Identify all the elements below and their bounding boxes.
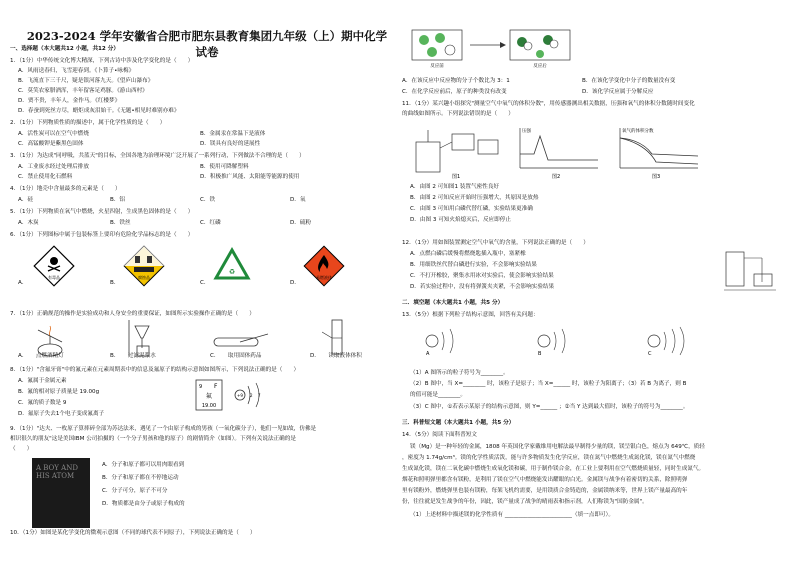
fig1-label: 图1 xyxy=(452,174,461,180)
question-3: 3．（1分）为达成"同呼吸，共蓝天"的目标，全国各地为治理环境广泛开展了一系列行动，下列做法不合理的是（ ） xyxy=(10,153,305,159)
question-9-cont: 相识很久的朋友"这是美国IBM 公司拍摄的（一个分子男孩和他的原子）的剧情简介（如图）。下列有关说法正确的是 xyxy=(10,436,296,442)
question-9-end: （ ） xyxy=(10,446,33,452)
q12-option-b: B．用细铁丝代替白磷进行实验，不会影响实验结果 xyxy=(410,262,537,268)
q8-option-b: B．氟的相对原子质量是 19.00g xyxy=(18,389,100,395)
fig-before-label: 反应前 xyxy=(430,64,444,68)
q11-option-a: A．由图 2 可知图1 装置气密性良好 xyxy=(410,184,499,190)
q3-option-c: C．禁止使用化石燃料 xyxy=(18,174,73,180)
q3-option-a: A．工业废水经过处理后排放 xyxy=(18,164,89,170)
passage-line-2: ，密度为 1.74g/cm³。镁的化学性质活泼，能与许多物质发生化学反应，镁在氮气中燃烧生成氮化镁，镁在氮气中燃烧 xyxy=(402,455,696,461)
particle-b-figure xyxy=(532,326,592,356)
q4-option-a: A．硅 xyxy=(18,197,34,203)
fig-after-label: 反应后 xyxy=(533,64,547,68)
question-11: 11．（1分）某兴趣小组探究"测量空气中氧气的体积分数"，用传感器测出相关数据，压强和氧气的体积分数随时间变化 xyxy=(402,101,695,107)
q5-option-d: D．硫粉 xyxy=(290,220,312,226)
q2-option-c: C．高锰酸钾是紫黑色固体 xyxy=(18,141,84,147)
q1-option-d: D．贾不贵，丰年人，金作马。《红楼梦》 xyxy=(18,98,121,104)
q9-option-a: A．分子和原子都可以用肉眼看到 xyxy=(102,462,185,468)
f-symbol: F xyxy=(214,383,218,390)
f-mass: 19.00 xyxy=(201,403,217,409)
f-name: 氟 xyxy=(205,393,213,400)
label-a: A xyxy=(426,351,430,356)
q12-option-c: C．不打开橡胶，聚集水用冰对实验后，使会影响实验结果 xyxy=(410,273,554,279)
q13-part-1: （1）A 图所示的粒子符号为________。 xyxy=(410,370,509,376)
pressure-axis-label: 压强 xyxy=(522,129,531,134)
o2-axis-label: 氧气的体积分数 xyxy=(622,129,654,134)
question-9: 9．（1分）"达夫、一枚原子算摔碎全部为苏达法米，遇见了一个由原子构成的男孩（一氧化碳分子），他们一见如故，仿佛是 xyxy=(10,426,317,432)
q7-option-d: D． 读取液体体积 xyxy=(310,353,362,359)
q5-option-a: A．木炭 xyxy=(18,220,39,226)
flammable-hazard-icon xyxy=(302,244,346,288)
section-header: 一、选择题（本大题共12 小题，共12 分） xyxy=(10,46,119,52)
svg-text:2: 2 xyxy=(250,393,253,398)
svg-text:+9: +9 xyxy=(237,393,243,398)
question-10: 10．（1分）如图是某化学变化的微观示意图（不同的球代表不同原子），下列说法正确的是（ ） xyxy=(10,530,256,536)
q10-option-c: C．在化学反应前后，原子的种类没有改变 xyxy=(402,89,507,95)
q5-option-b: B．铁丝 xyxy=(110,220,131,226)
particle-c-figure xyxy=(642,326,702,356)
fluorine-element-figure xyxy=(194,378,274,414)
q7-option-c: C． 取用固体药品 xyxy=(210,353,262,359)
question-1: 1．（1分）中华传统文化博大精深，下列古诗中涉及化学变化的是（ ） xyxy=(10,58,194,64)
pressure-chart-figure xyxy=(512,124,602,180)
question-5: 5．（1分）下列物质在氧气中燃烧，火星四射，生成黑色固体的是（ ） xyxy=(10,209,194,215)
q12-option-d: D．若实验过程中，没有将弹簧夹夹紧，不会影响实验结果 xyxy=(410,284,555,290)
q5-option-c: C．红磷 xyxy=(200,220,221,226)
q10-option-d: D．该化学反应属于分解反应 xyxy=(582,89,654,95)
q4-option-d: D．氧 xyxy=(290,197,306,203)
q4-option-c: C．铁 xyxy=(200,197,216,203)
q6-icon-b-text: 腐蚀品 xyxy=(138,275,150,280)
q6-option-d: D． xyxy=(290,280,300,286)
graduated-cylinder-figure xyxy=(322,318,352,358)
section-2-header: 二．填空题（本大题共1 小题，共5 分） xyxy=(402,300,504,306)
svg-text:♻: ♻ xyxy=(228,268,236,276)
q1-option-a: A．风雨送春归，飞雪迎春到。《卜算子•咏梅》 xyxy=(18,68,135,74)
q3-option-b: B．使用可降解塑料 xyxy=(200,164,249,170)
label-c: C xyxy=(648,351,652,356)
q14-part-1: （1）上述材料中描述镁的化学性质有 ________________________（填一点即可）。 xyxy=(410,512,614,518)
passage-line-3: 生成氮化镁，镁在二氧化碳中燃烧生成氧化镁和碳，用于制作镁合金，在工业上要利用在空气燃烧质量轻，同时生成氮气。 xyxy=(402,466,705,472)
fig2-label: 图2 xyxy=(552,174,561,180)
q9-option-d: D．物质都是由分子或原子构成的 xyxy=(102,501,185,507)
f-number: 9 xyxy=(199,384,203,390)
q8-option-a: A．氟属于金属元素 xyxy=(18,378,67,384)
question-11-cont: 的曲线如图所示。下列说法错误的是（ ） xyxy=(402,111,514,117)
q11-option-d: D．由图 3 可知火焰熄灭后，反应即停止 xyxy=(410,217,511,223)
section-3-header: 三．科普短文题（本大题共1 小题，共5 分） xyxy=(402,420,515,426)
q10-option-b: B．在该化学变化中分子的数量没有变 xyxy=(582,78,676,84)
book-title: A BOY AND HIS ATOM xyxy=(36,464,78,480)
question-8: 8．（1分）"含氟牙膏"中的氟元素在元素周期表中的信息及氟原子的结构示意图如图所示，下列说法正确的是（ ） xyxy=(10,367,300,373)
q7-option-b: B． 过滤泥浆水 xyxy=(110,353,156,359)
oxygen-chart-figure xyxy=(612,124,702,180)
q13-part-2: （2）B 图中，当 X=________ 时，该粒子是原子；当 X=______ 时，该粒子为阳离子；（3）若 B 为离子，则 B xyxy=(410,381,687,387)
label-b: B xyxy=(538,351,542,356)
corrosive-hazard-icon xyxy=(122,244,166,288)
svg-text:7: 7 xyxy=(258,393,261,398)
passage-line-6: 份，往往就是发生战争的年份，因此，镁产量成了战争的晴雨表和指示剂，人们称镁为"国防金属"。 xyxy=(402,499,648,505)
recycle-icon xyxy=(210,244,254,288)
question-12: 12．（1分）用如图装置测定空气中氧气的含量，下列说法正确的是（ ） xyxy=(402,240,589,246)
page-title: 2023-2024 学年安徽省合肥市肥东县教育集团九年级（上）期中化学试卷 xyxy=(26,29,388,59)
q8-option-c: C．氟的质子数是 9 xyxy=(18,400,67,406)
question-4: 4．（1分）地壳中含量最多的元素是（ ） xyxy=(10,186,121,192)
question-7: 7．（1分）正确规范的操作是实验成功和人身安全的重要保证，如图所示实验操作正确的是（ ） xyxy=(10,311,255,317)
test-tube-figure xyxy=(210,330,270,354)
q4-option-b: B．铝 xyxy=(110,197,126,203)
book-cover-image xyxy=(32,458,90,528)
q1-option-c: C．莫笑农家腊酒浑，丰年留客足鸡豚。《游山西村》 xyxy=(18,88,148,94)
q9-option-b: B．分子和原子都在不停地运动 xyxy=(102,475,179,481)
question-6: 6．（1分）下列图标中属于包装标签上要印有危险化学品标志的是（ ） xyxy=(10,232,194,238)
fig3-label: 图3 xyxy=(652,174,661,180)
q6-option-c: C． xyxy=(200,280,210,286)
q11-option-c: C．由图 3 可知用白磷代替红磷，实验结果更准确 xyxy=(410,206,533,212)
q2-option-b: B．金属汞在常温下是液体 xyxy=(200,131,266,137)
q6-option-a: A． xyxy=(18,280,28,286)
passage-line-1: 镁（Mg）是一种年轻的金属，1808 年英国化学家戴维用电解法最早制得少量的镁，镁呈银白色，熔点为 649℃，质轻 xyxy=(410,444,705,450)
q13-part-2-cont: 的值可能是________。 xyxy=(410,392,466,398)
q13-part-3: （3）C 图中，①若表示某原子的结构示意图，则 Y=______ ；②当 Y 达到最大值时，该粒子的符号为________。 xyxy=(410,404,689,410)
apparatus-figure-1 xyxy=(412,124,502,180)
q6-option-b: B． xyxy=(110,280,120,286)
question-13: 13．（5分）根据下列粒子结构示意图，回答有关问题： xyxy=(402,312,539,318)
question-14: 14．（5分）阅读下面科普短文 xyxy=(402,432,478,438)
q9-option-c: C．分子可分，原子不可分 xyxy=(102,488,168,494)
question-2: 2．（1分）下列物质性质的描述中，属于化学性质的是（ ） xyxy=(10,120,166,126)
filter-figure xyxy=(125,318,155,358)
passage-line-5: 里有镁粉外，燃烧弹里也装有镁粉，每架飞机约需要，是用镁质合金铸造的，金属镁纳米等，世界上镁产量最高的年 xyxy=(402,488,688,494)
q2-option-d: D．镁具有良好的延展性 xyxy=(200,141,261,147)
q1-option-e: D．春蚕到死丝方尽，蜡炬成灰泪始干。《无题•相见时难别亦难》 xyxy=(18,108,180,114)
particle-a-figure xyxy=(420,326,480,356)
q2-option-a: A．活性炭可以在空气中燃烧 xyxy=(18,131,89,137)
toxic-hazard-icon xyxy=(32,244,76,288)
q11-option-b: B．由图 2 可知反应开始时压强增大，其原因是放热 xyxy=(410,195,539,201)
q1-option-b: B．飞流直下三千尺，疑是银河落九天。《望庐山瀑布》 xyxy=(18,78,154,84)
reaction-diagram xyxy=(410,28,580,68)
q7-option-a: A． 点燃酒精灯 xyxy=(18,353,64,359)
flask-apparatus-figure xyxy=(722,236,778,296)
q6-icon-a-text: 有毒品 xyxy=(48,275,60,280)
q12-option-a: A．点燃白磷后缓慢将燃烧匙插入瓶中，塞紧橡 xyxy=(410,251,526,257)
passage-line-4: 烟花和照明弹里都含有镁粉，是利用了镁在空气中燃烧能发出耀眼的白光。金属镁与战争有着密切的关系，除照明弹 xyxy=(402,477,688,483)
q8-option-d: D．氟原子失去1个电子变成氟离子 xyxy=(18,411,105,417)
q10-option-a: A．在该反应中反应物的分子个数比为 3：1 xyxy=(402,78,510,84)
q6-icon-d-text: 易燃液体 xyxy=(316,275,332,280)
q3-option-d: D．积极推广风能、太阳能等能源的使用 xyxy=(200,174,300,180)
